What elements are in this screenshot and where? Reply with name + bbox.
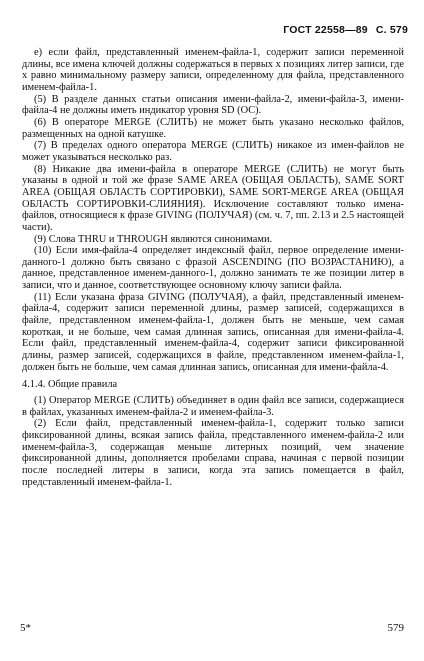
paragraph-e: е) если файл, представленный именем-файла-1, содержит записи переменной длины, все имена ключей должны содержаться в первых x позициях литер записи, где x равно минимальному размеру записи, определенному для файла, представленного именем-файла-1. — [22, 47, 404, 93]
paragraph-5: (5) В разделе данных статьи описания имени-файла-2, имени-файла-3, имени-файла-4 не должны иметь индикатор уровня SD (ОС). — [22, 93, 404, 117]
paragraph-10: (10) Если имя-файла-4 определяет индексный файл, первое определение имени-данного-1 должно быть связано с фразой ASCENDING (ПО ВОЗРАСТАНИЮ), а данное, представленное именем-данного-1, должно занимать те же позиции литер в записи, что и данное, соответствующее основному ключу записи файла. — [22, 245, 404, 292]
standard-number: ГОСТ 22558—89 — [283, 24, 368, 36]
paragraph-11: (11) Если указана фраза GIVING (ПОЛУЧАЯ), а файл, представленный именем-файла-4, содержит записи переменной длины, размер записей, содержащихся в файле, представленном именем-файла-1, должен быть не меньше, чем самая короткая, и не больше, чем самая длинная запись, описанная для имени-файла-4. Если файл, представленный именем-файла-4, содержит записи фиксированной длины, размер записей, содержащихся в файле, представленном именем-файла-1, должен быть не больше, чем самая длинная запись, описанная для имени-файла-4. — [22, 291, 404, 373]
footer-signature-mark: 5* — [20, 622, 31, 634]
paragraph-8: (8) Никакие два имени-файла в операторе MERGE (СЛИТЬ) не могут быть указаны в одной и той же фразе SAME AREA (ОБЩАЯ ОБЛАСТЬ), SAME SORT AREA (ОБЩАЯ ОБЛАСТЬ СОРТИРОВКИ), SAME SORT-MERGE AREA (ОБЩАЯ ОБЛАСТЬ СОРТИРОВКИ-СЛИЯНИЯ). Исключение составляют только имена-файлов, относящиеся к фразе GIVING (ПОЛУЧАЯ) (см. ч. 7, пп. 2.13 и 2.5 настоящей части). — [22, 163, 404, 233]
header-page-number: С. 579 — [375, 24, 408, 36]
paragraph-6: (6) В операторе MERGE (СЛИТЬ) не может быть указано несколько файлов, размещенных на одной катушке. — [22, 116, 404, 140]
rule-2: (2) Если файл, представленный именем-файла-1, содержит только записи фиксированной длины, всякая запись файла, представленного именем-файла-2 или именем-файла-3, содержащая меньше литерных позиций, чем значение фиксированной длины, дополняется пробелами справа, начиная с первой позиции после последней литеры в записи, когда эта запись помещается в файл, представленный именем-файла-1. — [22, 418, 404, 488]
paragraph-7: (7) В пределах одного оператора MERGE (СЛИТЬ) никакое из имен-файлов не может указываться несколько раз. — [22, 140, 404, 163]
paragraph-9: (9) Слова THRU и THROUGH являются синонимами. — [34, 233, 273, 245]
section-heading: 4.1.4. Общие правила — [22, 379, 118, 391]
page-header — [283, 24, 408, 36]
rule-1: (1) Оператор MERGE (СЛИТЬ) объединяет в один файл все записи, содержащиеся в файлах, указанных именем-файла-2 и именем-файла-3. — [22, 395, 404, 418]
body-text — [22, 47, 404, 488]
footer-page-number: 579 — [387, 622, 404, 634]
